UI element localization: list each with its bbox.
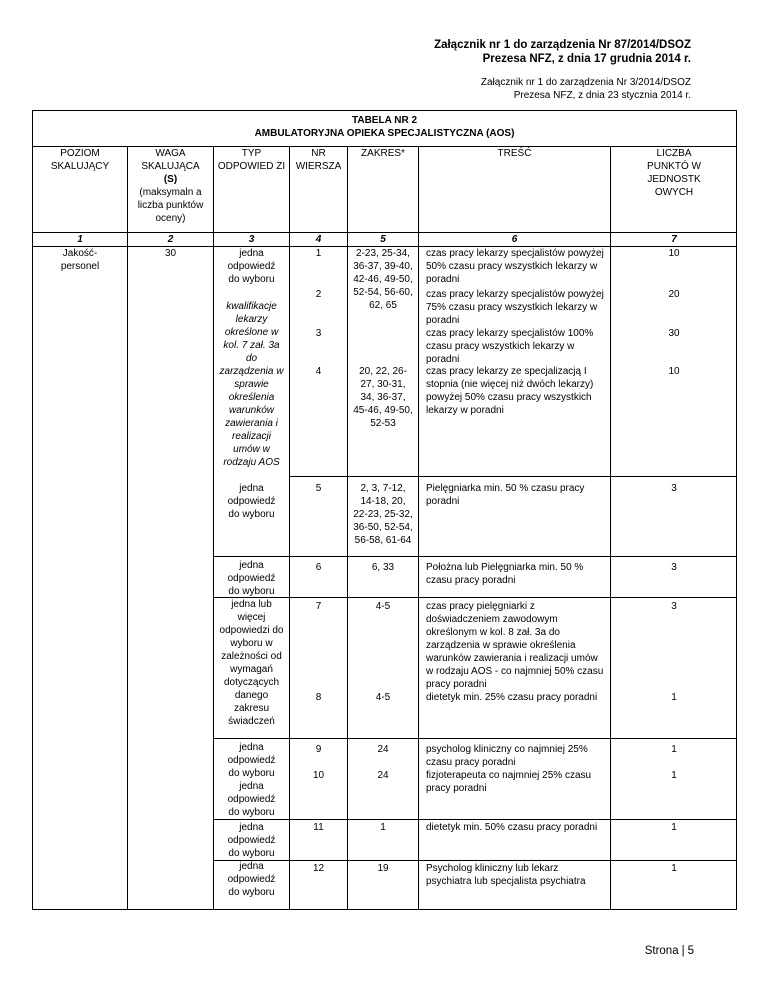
row-content: Pielęgniarka min. 50 % czasu pracy poradni xyxy=(426,483,585,507)
row-divider xyxy=(213,738,737,739)
row-content: Psycholog kliniczny lub lekarz psychiatra lub specjalista psychiatra xyxy=(426,863,586,887)
row-content: Położna lub Pielęgniarka min. 50 % czasu pracy poradni xyxy=(426,562,584,586)
column-divider xyxy=(610,146,611,910)
row-divider xyxy=(289,476,737,477)
typ-entry: jedna odpowiedź do wyboru xyxy=(227,781,276,818)
previous-attachment-line2: Prezesa NFZ, z dnia 23 stycznia 2014 r. xyxy=(513,89,691,101)
row-number: 2 xyxy=(315,289,322,300)
row-divider xyxy=(213,819,737,820)
row-content: czas pracy pielęgniarki z doświadczeniem zawodowym określonym w kol. 8 zał. 3a do zarządzenia w sprawie określenia warunków zawierania i realizacji umów w rodzaju AOS - co najmniej 50% czasu pracy poradni xyxy=(426,601,604,690)
row-number: 6 xyxy=(315,562,322,573)
row-points: 1 xyxy=(671,770,677,781)
page-value: 5 xyxy=(687,945,694,957)
row-content: czas pracy lekarzy ze specjalizacją I stopnia (nie więcej niż dwóch lekarzy) powyżej 50% czasu pracy wszystkich lekarzy w poradni xyxy=(426,366,594,416)
zakres-entry: 19 xyxy=(377,863,389,874)
zakres-entry: 4-5 xyxy=(375,601,391,612)
page-number xyxy=(645,945,694,957)
row-points: 10 xyxy=(668,366,680,377)
column-number: 1 xyxy=(77,234,83,245)
row-points: 1 xyxy=(671,822,677,833)
typ-entry: jedna odpowiedź do wyboru xyxy=(227,861,276,898)
row-points: 1 xyxy=(671,863,677,874)
header-typ: TYP ODPOWIED ZI xyxy=(217,148,286,172)
column-divider xyxy=(289,146,290,910)
header-waga-note: (maksymaln a liczba punktów oceny) xyxy=(137,187,204,224)
column-number: 6 xyxy=(511,234,518,245)
row-number: 11 xyxy=(313,822,324,833)
row-number: 10 xyxy=(312,770,325,781)
zakres-entry: 1 xyxy=(380,822,386,833)
header-tresc: TREŚĆ xyxy=(497,148,532,159)
column-number: 4 xyxy=(315,234,322,245)
row-number: 8 xyxy=(315,692,322,703)
header-nr: NR WIERSZA xyxy=(295,148,342,172)
zakres-entry: 20, 22, 26-27, 30-31, 34, 36-37, 45-46, 49-50, 52-53 xyxy=(353,366,413,429)
zakres-entry: 2-23, 25-34, 36-37, 39-40, 42-46, 49-50, 52-54, 56-60, 62, 65 xyxy=(353,248,413,311)
row-content: czas pracy lekarzy specjalistów 100% czasu pracy wszystkich lekarzy w poradni xyxy=(426,328,594,365)
header-zakres: ZAKRES* xyxy=(361,148,405,159)
header-poziom: POZIOM SKALUJĄCY xyxy=(50,148,110,172)
row-points: 10 xyxy=(668,248,680,259)
row-points: 1 xyxy=(671,692,677,703)
zakres-entry: 24 xyxy=(377,744,389,755)
zakres-entry: 2, 3, 7-12, 14-18, 20, 22-23, 25-32, 36-50, 52-54, 56-58, 61-64 xyxy=(353,483,413,546)
attachment-header-line1: Załącznik nr 1 do zarządzenia Nr 87/2014/DSOZ xyxy=(434,39,691,51)
row-number: 7 xyxy=(315,601,322,612)
row-points: 3 xyxy=(671,483,677,494)
header-waga-symbol: (S) xyxy=(163,174,178,185)
row-points: 1 xyxy=(671,744,677,755)
column-divider xyxy=(347,146,348,910)
column-number: 3 xyxy=(248,234,255,245)
zakres-entry: 24 xyxy=(377,770,389,781)
row-content: psycholog kliniczny co najmniej 25% czasu pracy poradni xyxy=(426,744,588,768)
attachment-header-line2: Prezesa NFZ, z dnia 17 grudnia 2014 r. xyxy=(482,53,691,65)
row-divider xyxy=(213,860,737,861)
row-number: 4 xyxy=(315,366,322,377)
table-title xyxy=(32,115,737,140)
row-number: 1 xyxy=(315,248,322,259)
header-waga-label: WAGA SKALUJĄCA xyxy=(141,148,200,172)
row-points: 20 xyxy=(668,289,680,300)
row-number: 9 xyxy=(315,744,322,755)
attachment-header xyxy=(434,38,691,66)
row-points: 3 xyxy=(671,562,677,573)
previous-attachment-line1: Załącznik nr 1 do zarządzenia Nr 3/2014/DSOZ xyxy=(480,77,691,88)
poziom-value: Jakość-personel xyxy=(60,248,100,272)
table-title-number: TABELA NR 2 xyxy=(352,115,417,126)
zakres-entry: 4-5 xyxy=(375,692,391,703)
typ-entry: kwalifikacje lekarzy określone w kol. 7 zał. 3a do zarządzenia w sprawie określenia warunków zawierania i realizacji umów w rodzaju AOS xyxy=(219,301,284,468)
typ-entry: jedna odpowiedź do wyboru xyxy=(227,248,276,285)
typ-entry: jedna odpowiedź do wyboru xyxy=(227,560,276,597)
column-divider xyxy=(213,146,214,910)
column-divider xyxy=(127,146,128,910)
row-number: 3 xyxy=(315,328,322,339)
column-number: 7 xyxy=(671,234,677,245)
typ-entry: jedna odpowiedź do wyboru xyxy=(227,742,276,779)
column-number: 5 xyxy=(380,234,386,245)
row-points: 30 xyxy=(668,328,680,339)
typ-entry: jedna lub więcej odpowiedzi do wyboru w zależności od wymagań dotyczących danego zakresu świadczeń xyxy=(219,599,284,727)
row-points: 3 xyxy=(671,601,677,612)
row-divider xyxy=(213,597,737,598)
header-liczba: LICZBA PUNKTÓ W JEDNOSTK OWYCH xyxy=(647,148,701,198)
header-waga xyxy=(129,147,212,225)
page-separator: | xyxy=(681,945,685,957)
row-content: fizjoterapeuta co najmniej 25% czasu pracy poradni xyxy=(426,770,592,794)
row-content: dietetyk min. 25% czasu pracy poradni xyxy=(426,692,598,703)
column-divider xyxy=(418,146,419,910)
page-label: Strona xyxy=(644,945,679,957)
previous-attachment-header xyxy=(481,77,691,102)
table-title-name: AMBULATORYJNA OPIEKA SPECJALISTYCZNA (AOS) xyxy=(254,127,515,139)
zakres-entry: 6, 33 xyxy=(371,562,395,573)
typ-entry: jedna odpowiedź do wyboru xyxy=(227,483,276,520)
row-divider xyxy=(213,556,737,557)
waga-value: 30 xyxy=(164,248,177,259)
row-content: dietetyk min. 50% czasu pracy poradni xyxy=(426,822,598,833)
row-content: czas pracy lekarzy specjalistów powyżej 50% czasu pracy wszystkich lekarzy w poradni xyxy=(426,248,604,285)
typ-entry: jedna odpowiedź do wyboru xyxy=(227,822,276,859)
row-number: 12 xyxy=(312,863,325,874)
row-content: czas pracy lekarzy specjalistów powyżej 75% czasu pracy wszystkich lekarzy w poradni xyxy=(426,289,604,326)
row-number: 5 xyxy=(315,483,322,494)
column-number: 2 xyxy=(167,234,174,245)
